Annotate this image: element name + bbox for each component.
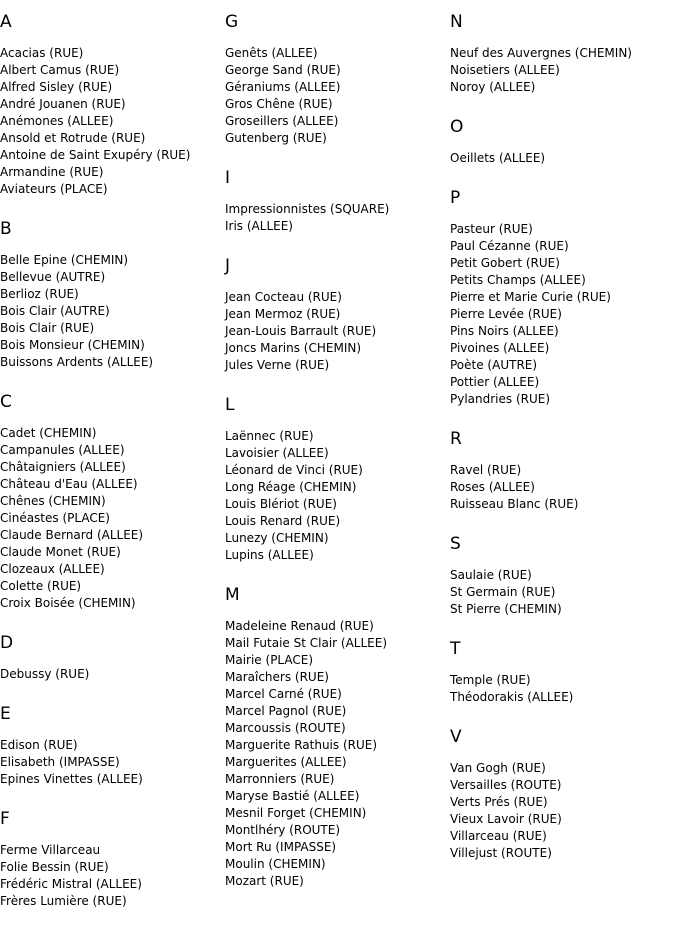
street-item: Impressionnistes (SQUARE) xyxy=(225,202,390,216)
street-item: Jean Mermoz (RUE) xyxy=(225,307,341,321)
street-item: Verts Prés (RUE) xyxy=(450,795,548,809)
street-item: Berlioz (RUE) xyxy=(0,287,79,301)
street-item: Versailles (ROUTE) xyxy=(450,778,562,792)
street-item: Théodorakis (ALLEE) xyxy=(450,690,574,704)
street-item: Antoine de Saint Exupéry (RUE) xyxy=(0,148,191,162)
street-item: Iris (ALLEE) xyxy=(225,219,293,233)
letter-heading: B xyxy=(0,219,12,239)
street-item: Frédéric Mistral (ALLEE) xyxy=(0,877,142,891)
letter-section xyxy=(225,394,447,564)
street-item: Noroy (ALLEE) xyxy=(450,80,536,94)
street-item: Maryse Bastié (ALLEE) xyxy=(225,789,360,803)
street-list xyxy=(225,618,447,890)
street-item: Claude Monet (RUE) xyxy=(0,545,121,559)
street-item: Marcoussis (ROUTE) xyxy=(225,721,346,735)
letter-section xyxy=(450,533,672,618)
letter-heading: E xyxy=(0,704,11,724)
letter-section xyxy=(450,11,672,96)
street-item: Jean-Louis Barrault (RUE) xyxy=(225,324,377,338)
street-item: Mesnil Forget (CHEMIN) xyxy=(225,806,367,820)
letter-section xyxy=(450,116,672,167)
street-item: Ferme Villarceau xyxy=(0,843,101,857)
street-item: Pivoines (ALLEE) xyxy=(450,341,550,355)
letter-section xyxy=(0,218,222,371)
letter-heading: M xyxy=(225,585,240,605)
street-item: Campanules (ALLEE) xyxy=(0,443,125,457)
street-item: Roses (ALLEE) xyxy=(450,480,535,494)
street-item: Noisetiers (ALLEE) xyxy=(450,63,560,77)
street-item: Debussy (RUE) xyxy=(0,667,90,681)
letter-section xyxy=(0,808,222,910)
index-column xyxy=(450,11,672,882)
letter-heading: R xyxy=(450,429,462,449)
letter-section xyxy=(225,11,447,147)
street-item: Poète (AUTRE) xyxy=(450,358,538,372)
street-item: Saulaie (RUE) xyxy=(450,568,532,582)
letter-section xyxy=(225,167,447,235)
letter-heading: F xyxy=(0,809,10,829)
street-item: Mort Ru (IMPASSE) xyxy=(225,840,337,854)
street-list xyxy=(225,201,447,235)
street-item: Lavoisier (ALLEE) xyxy=(225,446,329,460)
street-item: Anémones (ALLEE) xyxy=(0,114,114,128)
street-item: Ruisseau Blanc (RUE) xyxy=(450,497,579,511)
street-item: Armandine (RUE) xyxy=(0,165,104,179)
street-item: Epines Vinettes (ALLEE) xyxy=(0,772,143,786)
letter-section xyxy=(0,391,222,612)
street-item: Jean Cocteau (RUE) xyxy=(225,290,342,304)
street-item: Chênes (CHEMIN) xyxy=(0,494,106,508)
street-list xyxy=(225,45,447,147)
street-item: Neuf des Auvergnes (CHEMIN) xyxy=(450,46,632,60)
street-list xyxy=(450,760,672,862)
street-item: Clozeaux (ALLEE) xyxy=(0,562,105,576)
street-item: Louis Blériot (RUE) xyxy=(225,497,337,511)
street-item: Alfred Sisley (RUE) xyxy=(0,80,113,94)
letter-heading: O xyxy=(450,117,464,137)
street-item: Louis Renard (RUE) xyxy=(225,514,341,528)
street-item: Mairie (PLACE) xyxy=(225,653,314,667)
street-list xyxy=(450,45,672,96)
street-item: Genêts (ALLEE) xyxy=(225,46,318,60)
street-item: Croix Boisée (CHEMIN) xyxy=(0,596,136,610)
letter-section xyxy=(0,703,222,788)
street-item: St Pierre (CHEMIN) xyxy=(450,602,562,616)
letter-heading: I xyxy=(225,168,231,188)
street-item: Château d'Eau (ALLEE) xyxy=(0,477,138,491)
letter-section xyxy=(450,187,672,408)
street-item: Marcel Carné (RUE) xyxy=(225,687,342,701)
street-item: Vieux Lavoir (RUE) xyxy=(450,812,562,826)
street-item: Belle Epine (CHEMIN) xyxy=(0,253,129,267)
street-list xyxy=(0,737,222,788)
letter-heading: L xyxy=(225,395,235,415)
street-list xyxy=(0,666,222,683)
street-item: Aviateurs (PLACE) xyxy=(0,182,108,196)
letter-section xyxy=(0,11,222,198)
street-item: Petits Champs (ALLEE) xyxy=(450,273,586,287)
street-item: Temple (RUE) xyxy=(450,673,531,687)
street-item: Maraîchers (RUE) xyxy=(225,670,329,684)
street-item: Ravel (RUE) xyxy=(450,463,522,477)
street-item: Bois Monsieur (CHEMIN) xyxy=(0,338,145,352)
street-item: Bois Clair (RUE) xyxy=(0,321,95,335)
street-item: Châtaigniers (ALLEE) xyxy=(0,460,126,474)
street-item: Madeleine Renaud (RUE) xyxy=(225,619,374,633)
street-item: Van Gogh (RUE) xyxy=(450,761,546,775)
street-list xyxy=(225,289,447,374)
street-item: Marcel Pagnol (RUE) xyxy=(225,704,347,718)
street-item: George Sand (RUE) xyxy=(225,63,341,77)
letter-heading: P xyxy=(450,188,461,208)
street-item: Marguerites (ALLEE) xyxy=(225,755,347,769)
street-item: Pierre Levée (RUE) xyxy=(450,307,562,321)
street-item: Oeillets (ALLEE) xyxy=(450,151,546,165)
street-item: Mail Futaie St Clair (ALLEE) xyxy=(225,636,388,650)
street-item: Cinéastes (PLACE) xyxy=(0,511,110,525)
letter-heading: N xyxy=(450,12,463,32)
street-item: Géraniums (ALLEE) xyxy=(225,80,341,94)
street-item: Joncs Marins (CHEMIN) xyxy=(225,341,362,355)
street-item: Paul Cézanne (RUE) xyxy=(450,239,569,253)
street-item: Gutenberg (RUE) xyxy=(225,131,327,145)
street-item: Pylandries (RUE) xyxy=(450,392,551,406)
street-item: Pasteur (RUE) xyxy=(450,222,533,236)
street-item: Frères Lumière (RUE) xyxy=(0,894,127,908)
street-item: Villarceau (RUE) xyxy=(450,829,547,843)
letter-heading: A xyxy=(0,12,12,32)
street-item: Gros Chêne (RUE) xyxy=(225,97,333,111)
street-item: Bellevue (AUTRE) xyxy=(0,270,106,284)
street-list xyxy=(0,45,222,198)
street-item: Buissons Ardents (ALLEE) xyxy=(0,355,154,369)
street-item: Marguerite Rathuis (RUE) xyxy=(225,738,378,752)
street-item: André Jouanen (RUE) xyxy=(0,97,126,111)
letter-heading: V xyxy=(450,727,462,747)
street-item: Villejust (ROUTE) xyxy=(450,846,552,860)
letter-section xyxy=(0,632,222,683)
street-list xyxy=(225,428,447,564)
street-item: Léonard de Vinci (RUE) xyxy=(225,463,363,477)
index-column xyxy=(225,11,447,910)
letter-section xyxy=(225,584,447,890)
street-item: Ansold et Rotrude (RUE) xyxy=(0,131,146,145)
letter-heading: S xyxy=(450,534,461,554)
street-item: Cadet (CHEMIN) xyxy=(0,426,97,440)
street-item: Bois Clair (AUTRE) xyxy=(0,304,110,318)
index-column xyxy=(0,11,222,930)
letter-section xyxy=(450,726,672,862)
street-item: Folie Bessin (RUE) xyxy=(0,860,109,874)
street-item: Acacias (RUE) xyxy=(0,46,84,60)
street-list xyxy=(450,672,672,706)
street-item: Lupins (ALLEE) xyxy=(225,548,314,562)
street-item: Claude Bernard (ALLEE) xyxy=(0,528,144,542)
street-item: Marronniers (RUE) xyxy=(225,772,335,786)
street-item: Moulin (CHEMIN) xyxy=(225,857,326,871)
letter-section xyxy=(450,638,672,706)
street-item: Lunezy (CHEMIN) xyxy=(225,531,329,545)
street-list xyxy=(450,150,672,167)
street-item: Montlhéry (ROUTE) xyxy=(225,823,341,837)
street-item: Pins Noirs (ALLEE) xyxy=(450,324,559,338)
street-item: Laënnec (RUE) xyxy=(225,429,314,443)
street-item: Albert Camus (RUE) xyxy=(0,63,120,77)
street-item: Pottier (ALLEE) xyxy=(450,375,540,389)
letter-heading: C xyxy=(0,392,12,412)
street-item: Edison (RUE) xyxy=(0,738,78,752)
street-list xyxy=(450,221,672,408)
street-item: Elisabeth (IMPASSE) xyxy=(0,755,120,769)
letter-heading: G xyxy=(225,12,239,32)
street-item: Mozart (RUE) xyxy=(225,874,304,888)
street-list xyxy=(0,842,222,910)
letter-heading: J xyxy=(225,256,231,276)
street-item: Pierre et Marie Curie (RUE) xyxy=(450,290,611,304)
street-list xyxy=(0,425,222,612)
street-item: Petit Gobert (RUE) xyxy=(450,256,560,270)
street-list xyxy=(0,252,222,371)
street-list xyxy=(450,462,672,513)
letter-heading: T xyxy=(450,639,461,659)
letter-section xyxy=(225,255,447,374)
letter-section xyxy=(450,428,672,513)
street-item: St Germain (RUE) xyxy=(450,585,556,599)
street-list xyxy=(450,567,672,618)
letter-heading: D xyxy=(0,633,14,653)
street-item: Long Réage (CHEMIN) xyxy=(225,480,357,494)
street-item: Colette (RUE) xyxy=(0,579,82,593)
street-item: Jules Verne (RUE) xyxy=(225,358,330,372)
street-item: Groseillers (ALLEE) xyxy=(225,114,339,128)
